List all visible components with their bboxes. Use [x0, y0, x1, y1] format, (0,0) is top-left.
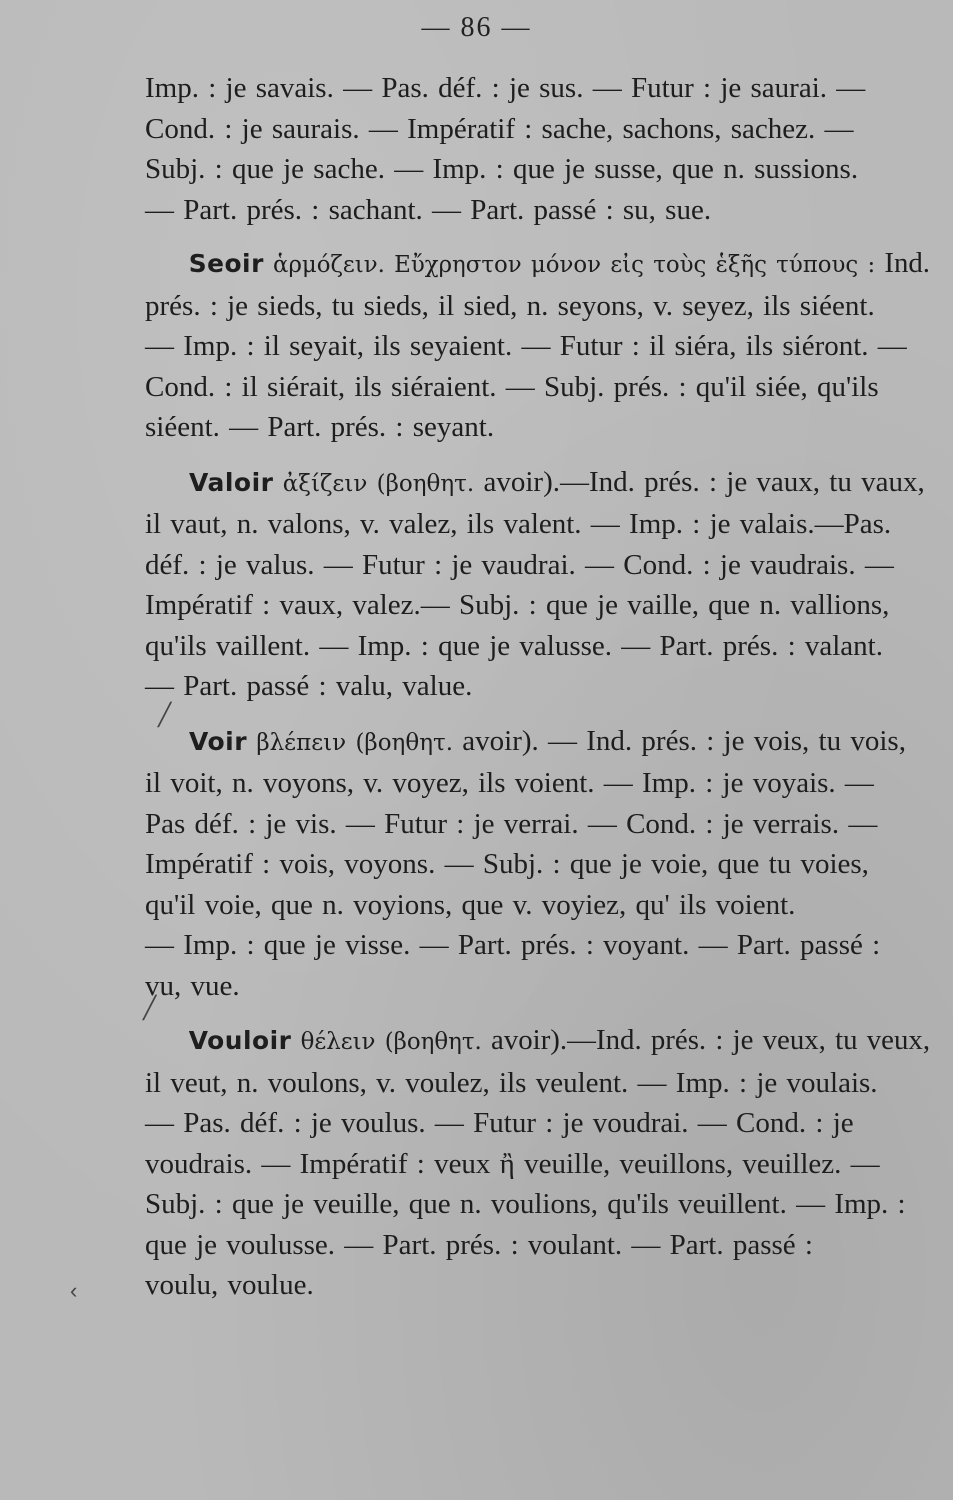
- headword: Vouloir: [188, 1026, 292, 1055]
- text-line: qu'il voie, que n. voyions, que v. voyiez, qu' ils voient.: [145, 888, 796, 921]
- greek-gloss: ἀξίζειν (βοηθητ.: [282, 470, 475, 497]
- ink-speck-icon: ‹: [70, 1278, 78, 1303]
- entry-text: Ind.: [875, 247, 931, 279]
- text-line: — Part. passé : valu, value.: [145, 670, 473, 702]
- text-line: voulu, voulue.: [145, 1269, 314, 1301]
- headword: Voir: [189, 726, 248, 756]
- text-line: Cond. : il siérait, ils siéraient. — Subj. prés. : qu'il siée, qu'ils: [145, 370, 879, 403]
- text-line: Impératif : vois, voyons. — Subj. : que je voie, que tu voies,: [145, 848, 869, 880]
- greek-gloss: θέλειν (βοηθητ.: [300, 1029, 482, 1055]
- greek-gloss: βλέπειν (βοηθητ.: [256, 729, 454, 756]
- text-line: siéent. — Part. prés. : seyant.: [145, 411, 495, 443]
- entry-vouloir: [145, 1020, 930, 1306]
- text-line: voudrais. — Impératif : veux ἢ veuille, veuillons, veuillez. —: [145, 1147, 880, 1180]
- entry-voir: [145, 721, 930, 1007]
- entry-text: avoir). — Ind. prés. : je vois, tu vois,: [453, 724, 906, 757]
- text-line: — Imp. : il seyait, ils seyaient. — Futur : il siéra, ils siéront. —: [145, 330, 907, 362]
- pencil-mark-icon: ╱: [143, 995, 157, 1020]
- text-line: il vaut, n. valons, v. valez, ils valent. — Imp. : je valais.—Pas.: [145, 508, 892, 540]
- text-line: que je voulusse. — Part. prés. : voulant. — Part. passé :: [145, 1228, 813, 1261]
- entry-first-line: [145, 721, 930, 764]
- entry-valoir: [145, 462, 930, 707]
- page-body: [145, 68, 930, 1320]
- text-line: Cond. : je saurais. — Impératif : sache, sachons, sachez. —: [145, 112, 854, 145]
- text-line: Imp. : je savais. — Pas. déf. : je sus. — Futur : je saurai. —: [145, 72, 866, 104]
- intro-paragraph: [145, 68, 930, 230]
- page-number: — 86 —: [421, 12, 532, 43]
- entry-text: avoir).—Ind. prés. : je veux, tu veux,: [481, 1024, 931, 1056]
- entry-seoir: [145, 243, 930, 448]
- text-line: Pas déf. : je vis. — Futur : je verrai. — Cond. : je verrais. —: [145, 807, 878, 840]
- text-line: qu'ils vaillent. — Imp. : que je valusse. — Part. prés. : valant.: [145, 629, 883, 662]
- entry-first-line: [145, 243, 931, 286]
- entry-first-line: [145, 1020, 931, 1063]
- text-line: il voit, n. voyons, v. voyez, ils voient. — Imp. : je voyais. —: [145, 767, 874, 799]
- text-line: — Pas. déf. : je voulus. — Futur : je voudrai. — Cond. : je: [145, 1107, 854, 1139]
- text-line: — Imp. : que je visse. — Part. prés. : voyant. — Part. passé :: [145, 929, 881, 961]
- entry-text: avoir).—Ind. prés. : je vaux, tu vaux,: [474, 465, 925, 498]
- text-line: — Part. prés. : sachant. — Part. passé : su, sue.: [145, 193, 712, 226]
- text-line: il veut, n. voulons, v. voulez, ils veulent. — Imp. : je voulais.: [145, 1066, 878, 1099]
- greek-gloss: ἁρμόζειν. Εὔχρηστον μόνον εἰς τοὺς ἑξῆς τύπους :: [273, 252, 876, 278]
- text-line: prés. : je sieds, tu sieds, il sied, n. seyons, v. seyez, ils siéent.: [145, 289, 875, 322]
- headword: Seoir: [188, 249, 264, 278]
- headword: Valoir: [189, 467, 274, 497]
- pencil-mark-icon: ╱: [158, 702, 172, 727]
- text-line: Subj. : que je veuille, que n. voulions, qu'ils veuillent. — Imp. :: [145, 1188, 906, 1220]
- text-line: vu, vue.: [145, 969, 240, 1002]
- text-line: Impératif : vaux, valez.— Subj. : que je vaille, que n. vallions,: [145, 589, 890, 621]
- text-line: déf. : je valus. — Futur : je vaudrai. — Cond. : je vaudrais. —: [145, 548, 894, 581]
- entry-first-line: [145, 462, 930, 505]
- text-line: Subj. : que je sache. — Imp. : que je susse, que n. sussions.: [145, 153, 859, 185]
